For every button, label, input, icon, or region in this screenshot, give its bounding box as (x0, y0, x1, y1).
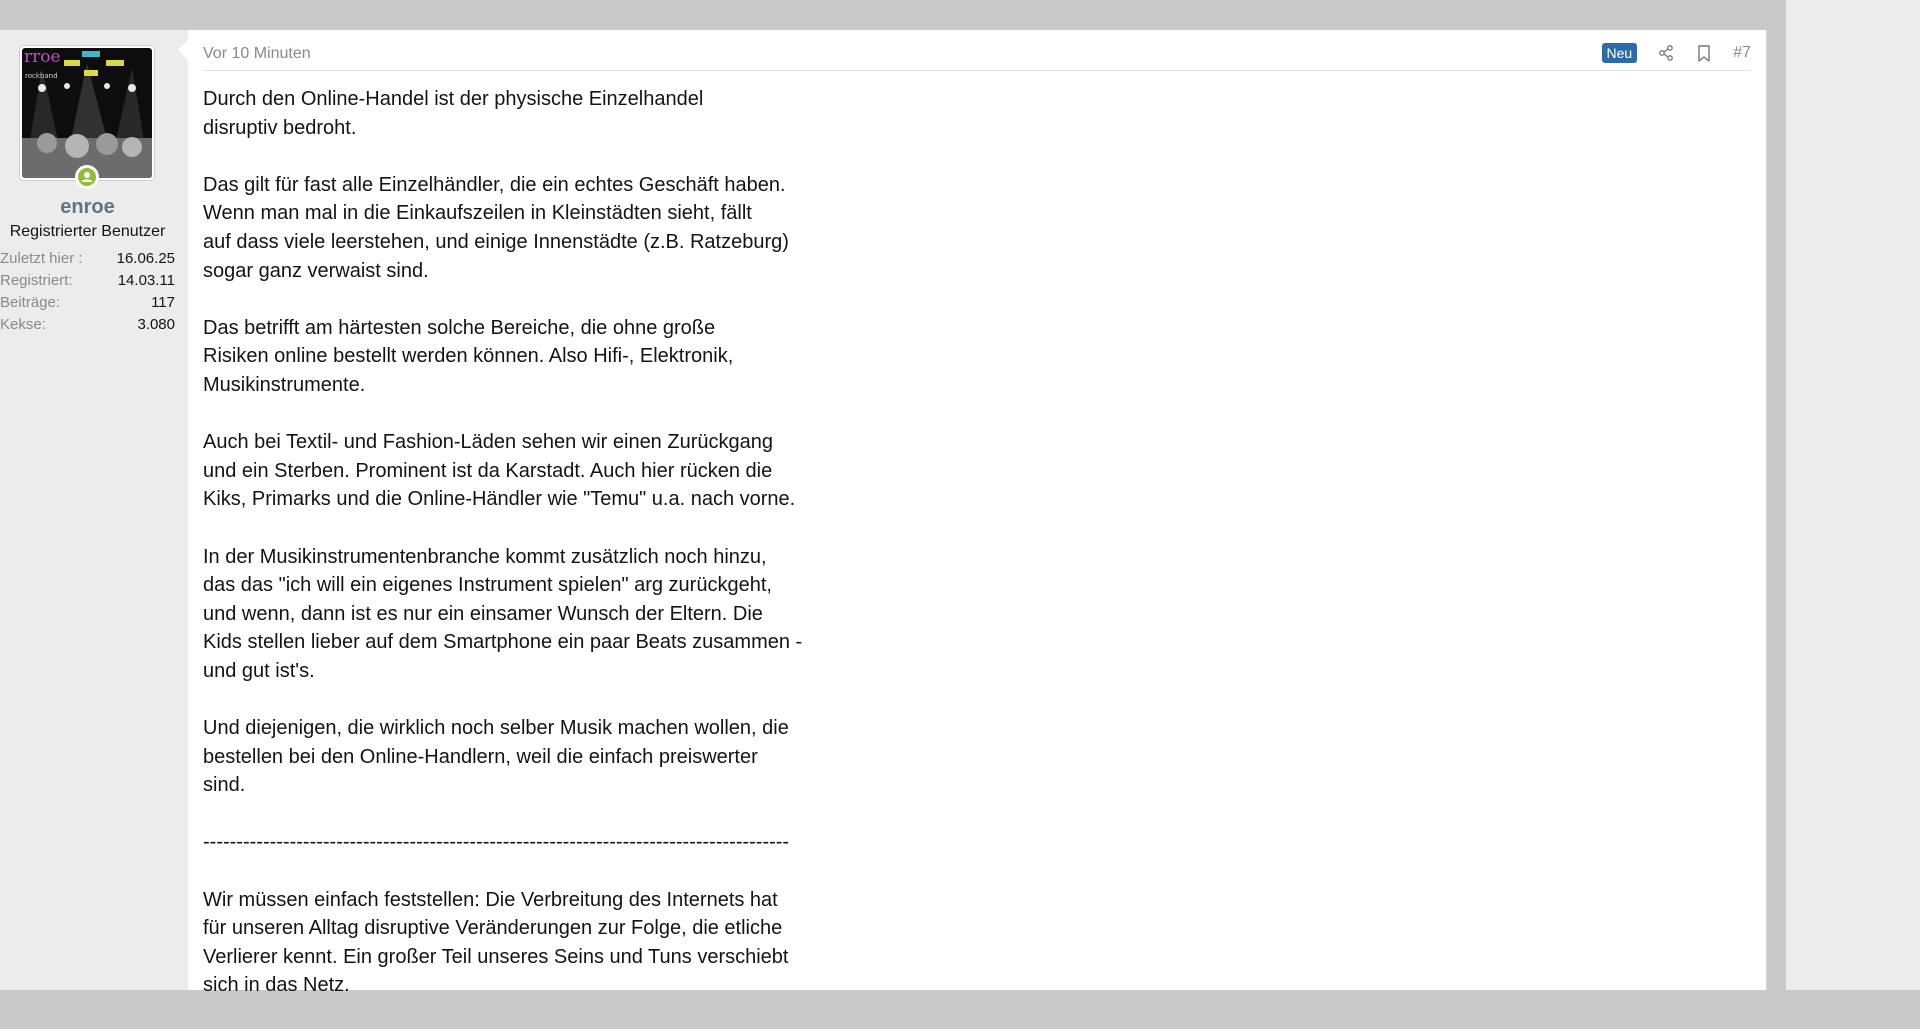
forum-post (0, 30, 1767, 997)
post-actions (1602, 42, 1751, 64)
paragraph (203, 543, 1103, 686)
avatar-small-text: rockband (25, 72, 58, 80)
paragraph (203, 714, 1103, 800)
text-line: das das "ich will ein eigenes Instrument spielen" arg zurückgeht, (203, 574, 772, 597)
text-line: Auch bei Textil- und Fashion-Läden sehen wir einen Zurückgang (203, 431, 773, 454)
text-line: Musikinstrumente. (203, 373, 366, 396)
paragraph (203, 886, 1103, 1000)
avatar[interactable] (19, 45, 155, 181)
stat-label: Kekse: (0, 316, 46, 333)
text-line: Das betrifft am härtesten solche Bereiche, die ohne große (203, 316, 716, 339)
text-line: Risiken online bestellt werden können. Also Hifi-, Elektronik, (203, 345, 734, 368)
stat-value: 117 (151, 294, 175, 311)
text-line: disruptiv bedroht. (203, 116, 357, 139)
post-author-sidebar (0, 30, 188, 990)
text-line: Wenn man mal in die Einkaufszeilen in Kleinstädten sieht, fällt (203, 202, 752, 225)
divider-line (203, 828, 1103, 857)
text-line: In der Musikinstrumentenbranche kommt zusätzlich noch hinzu, (203, 545, 767, 568)
new-badge: Neu (1602, 43, 1638, 63)
avatar-image (22, 48, 152, 178)
text-line: Verlierer kennt. Ein großer Teil unseres Seins und Tuns verschiebt (203, 945, 789, 968)
text-line: ---------------------------------------------------------------------------------------- (203, 831, 790, 854)
stat-label: Registriert: (0, 272, 73, 289)
paragraph (203, 314, 1103, 400)
online-status-indicator (75, 165, 99, 189)
user-stats (0, 248, 175, 336)
post-timestamp[interactable]: Vor 10 Minuten (203, 45, 311, 62)
right-gutter (1786, 0, 1920, 990)
share-icon[interactable] (1657, 44, 1675, 62)
top-strip (0, 0, 1786, 30)
text-line: sich in das Netz. (203, 974, 350, 997)
text-line: Wir müssen einfach feststellen: Die Verbreitung des Internets hat (203, 888, 778, 911)
avatar-logo-text: rroe (24, 48, 61, 67)
stat-registered (0, 270, 175, 292)
stat-last-seen (0, 248, 175, 270)
stat-posts (0, 292, 175, 314)
stat-label: Zuletzt hier : (0, 250, 83, 267)
paragraph (203, 428, 1103, 514)
text-line: auf dass viele leerstehen, und einige Innenstädte (z.B. Ratzeburg) (203, 230, 789, 253)
text-line: Das gilt für fast alle Einzelhändler, die ein echtes Geschäft haben. (203, 173, 786, 196)
post-body (203, 85, 1103, 1029)
user-icon (78, 168, 96, 186)
text-line: sind. (203, 774, 246, 797)
bookmark-icon[interactable] (1695, 44, 1713, 62)
paragraph (203, 85, 1103, 142)
stat-label: Beiträge: (0, 294, 61, 311)
stat-value: 3.080 (137, 316, 175, 333)
sidebar-pointer (178, 40, 188, 60)
text-line: Kiks, Primarks und die Online-Händler wie "Temu" u.a. nach vorne. (203, 488, 796, 511)
post-header (203, 30, 1751, 71)
text-line: Kids stellen lieber auf dem Smartphone ein paar Beats zusammen - (203, 631, 803, 654)
text-line: sogar ganz verwaist sind. (203, 259, 429, 282)
text-line: und wenn, dann ist es nur ein einsamer Wunsch der Eltern. Die (203, 602, 763, 625)
text-line: für unseren Alltag disruptive Veränderungen zur Folge, die etliche (203, 917, 783, 940)
stat-value: 16.06.25 (116, 250, 175, 267)
text-line: und gut ist's. (203, 659, 315, 682)
text-line: Und diejenigen, die wirklich noch selber Musik machen wollen, die (203, 717, 789, 740)
username[interactable]: enroe (60, 196, 115, 218)
paragraph (203, 171, 1103, 285)
text-line: Durch den Online-Handel ist der physische Einzelhandel (203, 88, 704, 110)
user-title: Registrierter Benutzer (9, 223, 166, 240)
stat-cookies (0, 314, 175, 336)
text-line: und ein Sterben. Prominent ist da Karstadt. Auch hier rücken die (203, 459, 773, 482)
post-number-link[interactable]: #7 (1733, 44, 1751, 61)
stat-value: 14.03.11 (117, 272, 175, 289)
text-line: bestellen bei den Online-Handlern, weil die einfach preiswerter (203, 745, 758, 768)
